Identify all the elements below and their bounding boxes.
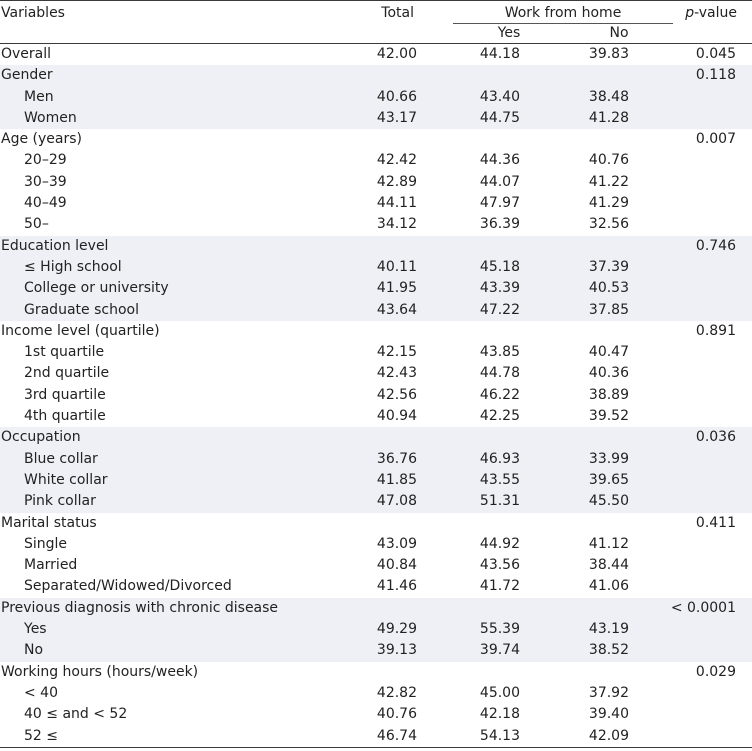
cell-no: 41.12 xyxy=(588,535,629,552)
cell-no: 40.47 xyxy=(588,344,629,361)
table-row xyxy=(0,257,752,278)
cell-no: 33.99 xyxy=(588,450,629,467)
row-label: 40–49 xyxy=(24,195,67,212)
cell-yes: 36.39 xyxy=(479,216,520,233)
row-group xyxy=(0,513,752,598)
cell-total: 42.15 xyxy=(376,344,417,361)
row-label: Single xyxy=(24,535,68,552)
table-row xyxy=(0,193,752,214)
row-group xyxy=(0,129,752,235)
cell-no: 45.50 xyxy=(588,493,629,510)
row-label: < 40 xyxy=(24,684,58,701)
table-row xyxy=(0,385,752,406)
header-p-italic: p xyxy=(685,5,695,21)
cell-yes: 54.13 xyxy=(479,727,520,744)
row-label: Previous diagnosis with chronic disease xyxy=(1,599,279,616)
table-row-group-head xyxy=(0,44,752,65)
row-group xyxy=(0,427,752,512)
cell-total: 40.84 xyxy=(376,557,417,574)
cell-total: 42.89 xyxy=(376,173,417,190)
row-group xyxy=(0,321,752,427)
row-label: 52 ≤ xyxy=(24,727,58,744)
cell-yes: 47.97 xyxy=(479,195,520,212)
row-label: Occupation xyxy=(1,429,81,446)
table-row-group-head xyxy=(0,513,752,534)
row-label: Married xyxy=(24,557,78,574)
row-label: Working hours (hours/week) xyxy=(1,663,199,680)
cell-no: 39.40 xyxy=(588,706,629,723)
cell-total: 42.00 xyxy=(376,46,417,62)
cell-p-value: 0.118 xyxy=(695,67,736,84)
row-label: College or university xyxy=(24,280,169,297)
cell-yes: 43.56 xyxy=(479,557,520,574)
cell-yes: 44.92 xyxy=(479,535,520,552)
table-body xyxy=(0,44,752,748)
cell-p-value: < 0.0001 xyxy=(670,599,736,616)
table-row xyxy=(0,576,752,597)
cell-yes: 46.22 xyxy=(479,386,520,403)
row-group xyxy=(0,65,752,129)
cell-p-value: 0.029 xyxy=(695,663,736,680)
cell-no: 32.56 xyxy=(588,216,629,233)
cell-no: 41.22 xyxy=(588,173,629,190)
cell-total: 46.74 xyxy=(376,727,417,744)
row-label: 3rd quartile xyxy=(24,386,106,403)
row-group xyxy=(0,662,752,747)
row-label: Overall xyxy=(1,46,52,62)
cell-yes: 42.25 xyxy=(479,408,520,425)
row-label: Gender xyxy=(1,67,53,84)
row-group xyxy=(0,598,752,662)
cell-no: 40.36 xyxy=(588,365,629,382)
cell-yes: 43.40 xyxy=(479,88,520,105)
header-no: No xyxy=(609,25,629,41)
header-total: Total xyxy=(381,5,414,21)
row-label: 40 ≤ and < 52 xyxy=(24,706,128,723)
cell-total: 42.82 xyxy=(376,684,417,701)
row-label: Marital status xyxy=(1,514,97,531)
cell-total: 40.11 xyxy=(376,258,417,275)
table-row xyxy=(0,555,752,576)
row-label: 1st quartile xyxy=(24,344,105,361)
table-row xyxy=(0,704,752,725)
cell-no: 41.29 xyxy=(588,195,629,212)
cell-total: 40.94 xyxy=(376,408,417,425)
row-label: No xyxy=(24,642,44,659)
cell-yes: 45.00 xyxy=(479,684,520,701)
cell-yes: 45.18 xyxy=(479,258,520,275)
row-label: Pink collar xyxy=(24,493,96,510)
table-row xyxy=(0,363,752,384)
cell-no: 38.52 xyxy=(588,642,629,659)
cell-no: 38.44 xyxy=(588,557,629,574)
cell-total: 36.76 xyxy=(376,450,417,467)
cell-no: 41.28 xyxy=(588,109,629,126)
row-label: 30–39 xyxy=(24,173,67,190)
cell-yes: 47.22 xyxy=(479,301,520,318)
table-row-group-head xyxy=(0,65,752,86)
cell-no: 39.52 xyxy=(588,408,629,425)
table-row-group-head xyxy=(0,129,752,150)
row-label: Separated/Widowed/Divorced xyxy=(24,578,232,595)
header-variables: Variables xyxy=(1,5,65,21)
row-group xyxy=(0,44,752,65)
row-label: Women xyxy=(24,109,77,126)
table-row xyxy=(0,640,752,661)
cell-total: 43.17 xyxy=(376,109,417,126)
header-p-suffix: -value xyxy=(694,5,737,21)
cell-yes: 51.31 xyxy=(479,493,520,510)
row-label: Men xyxy=(24,88,54,105)
header-p-value xyxy=(685,3,737,23)
table-row xyxy=(0,150,752,171)
cell-no: 39.65 xyxy=(588,471,629,488)
cell-no: 42.09 xyxy=(588,727,629,744)
cell-total: 43.09 xyxy=(376,535,417,552)
cell-total: 41.85 xyxy=(376,471,417,488)
cell-total: 49.29 xyxy=(376,621,417,638)
row-label: 20–29 xyxy=(24,152,67,169)
cell-total: 41.95 xyxy=(376,280,417,297)
table-row xyxy=(0,683,752,704)
row-group xyxy=(0,236,752,321)
cell-yes: 43.55 xyxy=(479,471,520,488)
cell-total: 42.56 xyxy=(376,386,417,403)
row-label: Education level xyxy=(1,237,109,254)
cell-yes: 43.85 xyxy=(479,344,520,361)
cell-p-value: 0.891 xyxy=(695,322,736,339)
cell-total: 43.64 xyxy=(376,301,417,318)
table-row xyxy=(0,619,752,640)
cell-no: 38.89 xyxy=(588,386,629,403)
table-row xyxy=(0,172,752,193)
row-label: ≤ High school xyxy=(24,258,122,275)
header-yes: Yes xyxy=(497,25,521,41)
cell-total: 42.43 xyxy=(376,365,417,382)
cell-total: 40.76 xyxy=(376,706,417,723)
cell-no: 37.92 xyxy=(588,684,629,701)
table-row-group-head xyxy=(0,236,752,257)
cell-yes: 44.07 xyxy=(479,173,520,190)
table-row-group-head xyxy=(0,598,752,619)
row-label: Age (years) xyxy=(1,131,82,148)
row-label: 50– xyxy=(24,216,49,233)
table-row-group-head xyxy=(0,321,752,342)
cell-total: 42.42 xyxy=(376,152,417,169)
table-row xyxy=(0,491,752,512)
row-label: 4th quartile xyxy=(24,408,106,425)
cell-yes: 41.72 xyxy=(479,578,520,595)
table-row xyxy=(0,87,752,108)
row-label: Blue collar xyxy=(24,450,98,467)
cell-total: 41.46 xyxy=(376,578,417,595)
cell-no: 37.39 xyxy=(588,258,629,275)
cell-p-value: 0.007 xyxy=(695,131,736,148)
table-row xyxy=(0,300,752,321)
cell-no: 43.19 xyxy=(588,621,629,638)
cell-yes: 42.18 xyxy=(479,706,520,723)
table-header xyxy=(0,0,752,44)
table-row-group-head xyxy=(0,662,752,683)
table-row xyxy=(0,278,752,299)
cell-no: 41.06 xyxy=(588,578,629,595)
cell-yes: 46.93 xyxy=(479,450,520,467)
table-row xyxy=(0,470,752,491)
row-label: Graduate school xyxy=(24,301,139,318)
table-row xyxy=(0,726,752,747)
table-row xyxy=(0,214,752,235)
cell-no: 39.83 xyxy=(588,46,629,62)
table-row xyxy=(0,406,752,427)
row-label: 2nd quartile xyxy=(24,365,110,382)
row-label: White collar xyxy=(24,471,108,488)
cell-yes: 55.39 xyxy=(479,621,520,638)
cell-total: 47.08 xyxy=(376,493,417,510)
table-row-group-head xyxy=(0,427,752,448)
cell-no: 38.48 xyxy=(588,88,629,105)
cell-p-value: 0.036 xyxy=(695,429,736,446)
cell-total: 40.66 xyxy=(376,88,417,105)
table-row xyxy=(0,108,752,129)
cell-yes: 44.75 xyxy=(479,109,520,126)
cell-yes: 39.74 xyxy=(479,642,520,659)
cell-p-value: 0.746 xyxy=(695,237,736,254)
table-row xyxy=(0,534,752,555)
cell-no: 37.85 xyxy=(588,301,629,318)
cell-p-value: 0.045 xyxy=(695,46,736,62)
cell-p-value: 0.411 xyxy=(695,514,736,531)
row-label: Income level (quartile) xyxy=(1,322,160,339)
cell-total: 44.11 xyxy=(376,195,417,212)
cell-yes: 44.18 xyxy=(479,46,520,62)
cell-no: 40.53 xyxy=(588,280,629,297)
cell-no: 40.76 xyxy=(588,152,629,169)
cell-yes: 44.78 xyxy=(479,365,520,382)
table-row xyxy=(0,342,752,363)
cell-total: 39.13 xyxy=(376,642,417,659)
cell-total: 34.12 xyxy=(376,216,417,233)
cell-yes: 44.36 xyxy=(479,152,520,169)
header-work-from-home: Work from home xyxy=(504,5,622,21)
cell-yes: 43.39 xyxy=(479,280,520,297)
table-row xyxy=(0,449,752,470)
row-label: Yes xyxy=(24,621,47,638)
